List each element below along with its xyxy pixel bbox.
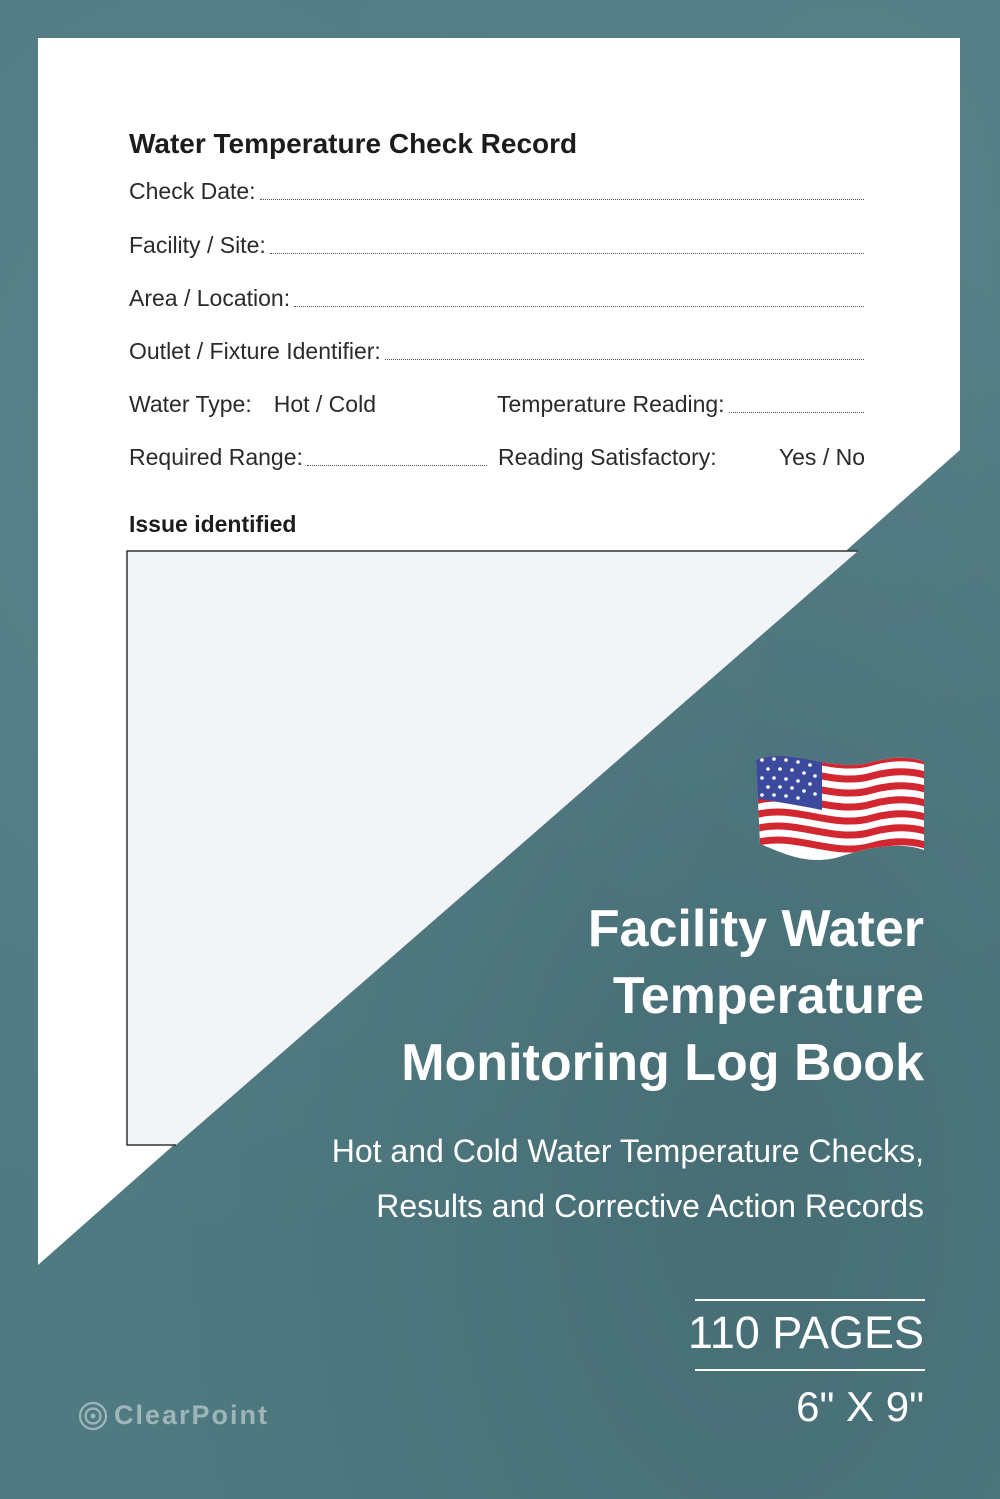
- book-subtitle: [332, 1124, 924, 1234]
- book-title-line-2: Temperature: [612, 967, 924, 1025]
- divider-top: [695, 1299, 925, 1301]
- target-icon: [78, 1401, 108, 1431]
- area-label: Area / Location:: [129, 285, 291, 311]
- required-range-label: Required Range:: [129, 444, 303, 470]
- book-subtitle-line-2: Results and Corrective Action Records: [376, 1188, 924, 1224]
- area-line: [294, 306, 864, 307]
- outlet-row: [129, 338, 864, 365]
- required-range-row: [129, 444, 487, 471]
- book-title-line-3: Monitoring Log Book: [401, 1034, 924, 1092]
- check-date-line: [260, 199, 864, 200]
- book-title-line-1: Facility Water: [587, 900, 924, 958]
- facility-line: [270, 253, 864, 254]
- check-date-row: [129, 178, 864, 205]
- area-row: [129, 285, 864, 312]
- check-date-label: Check Date:: [129, 178, 256, 204]
- temperature-line: [729, 412, 864, 413]
- temperature-label: Temperature Reading:: [497, 391, 725, 417]
- outlet-line: [385, 359, 864, 360]
- form-title: Water Temperature Check Record: [129, 128, 578, 159]
- satisfactory-options: Yes / No: [778, 444, 865, 470]
- facility-label: Facility / Site:: [129, 232, 266, 258]
- book-subtitle-line-1: Hot and Cold Water Temperature Checks,: [331, 1133, 924, 1169]
- brand-name: ClearPoint: [114, 1400, 270, 1430]
- us-flag-icon: [752, 750, 928, 862]
- outlet-label: Outlet / Fixture Identifier:: [129, 338, 381, 364]
- divider-bottom: [695, 1369, 925, 1371]
- satisfactory-row: [498, 444, 865, 471]
- book-title: [401, 896, 924, 1097]
- water-type-options: Hot / Cold: [273, 391, 376, 417]
- issue-label: Issue identified: [129, 511, 297, 537]
- brand-logo: [78, 1400, 269, 1431]
- required-range-line: [307, 465, 487, 466]
- water-type-label: Water Type:: [129, 391, 252, 417]
- page-count: 110 PAGES: [688, 1307, 924, 1358]
- water-type-row: [129, 391, 469, 418]
- book-size: 6" X 9": [796, 1383, 924, 1430]
- satisfactory-label: Reading Satisfactory:: [498, 444, 717, 470]
- temperature-row: [497, 391, 864, 418]
- facility-row: [129, 232, 864, 259]
